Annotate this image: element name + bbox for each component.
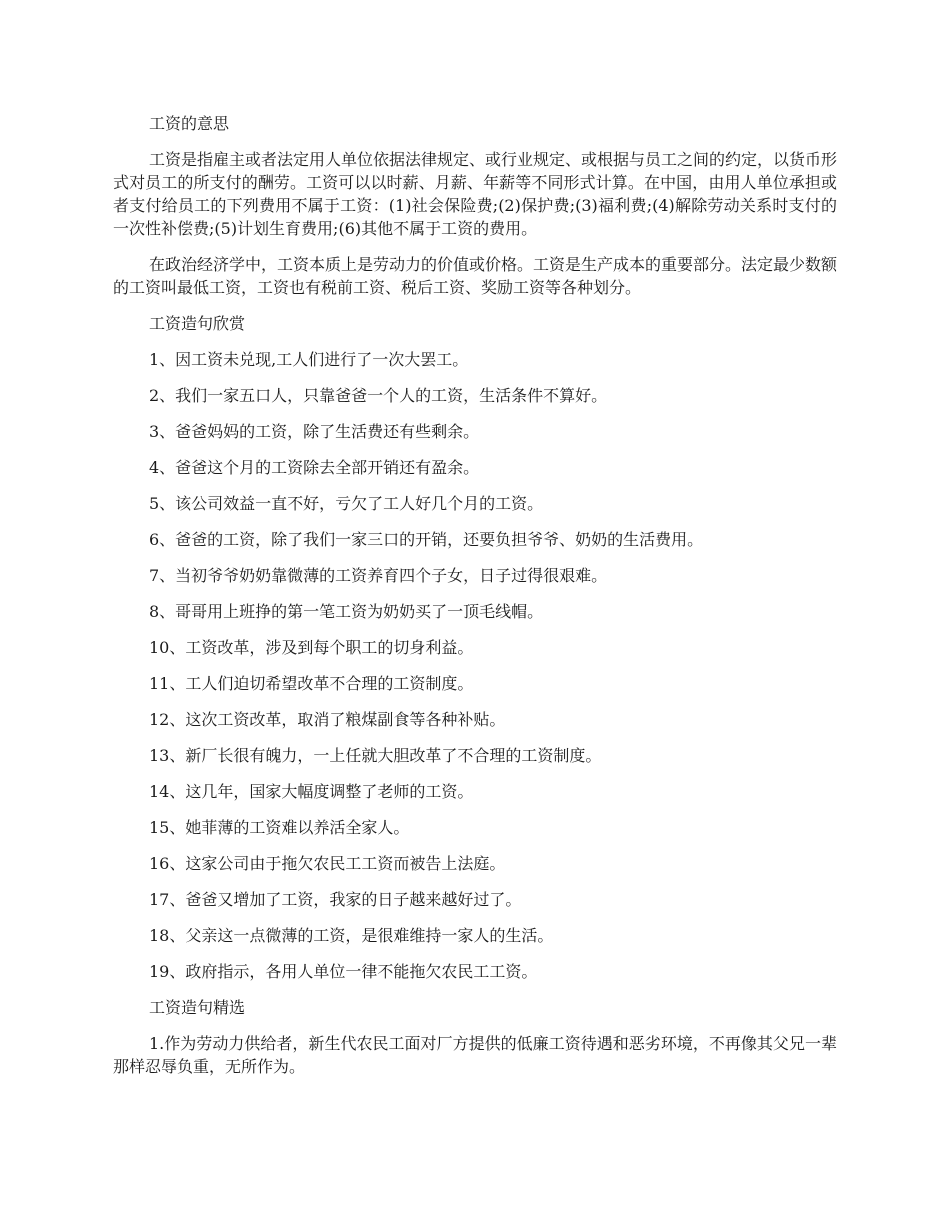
section-heading: 工资造句欣赏 — [149, 314, 246, 333]
section-meaning — [113, 112, 837, 299]
example-sentence: 7、当初爷爷奶奶靠微薄的工资养育四个子女，日子过得很艰难。 — [149, 566, 608, 585]
paragraph: 工资是指雇主或者法定用人单位依据法律规定、或行业规定、或根据与员工之间的约定，以货币形式对员工的所支付的酬劳。工资可以以时薪、月薪、年薪等不同形式计算。在中国，由用人单位承担或者支付给员工的下列费用不属于工资：(1)社会保险费;(2)保护费;(3)福利费;(4)解除劳动关系时支付的一次性补偿费;(5)计划生育费用;(6)其他不属于工资的费用。 — [113, 150, 838, 238]
paragraph: 在政治经济学中，工资本质上是劳动力的价值或价格。工资是生产成本的重要部分。法定最少数额的工资叫最低工资，工资也有税前工资、税后工资、奖励工资等各种划分。 — [113, 255, 838, 297]
example-sentence: 13、新厂长很有魄力，一上任就大胆改革了不合理的工资制度。 — [149, 746, 602, 765]
section-selected — [113, 996, 837, 1078]
example-sentence: 4、爸爸这个月的工资除去全部开销还有盈余。 — [149, 458, 480, 477]
example-sentence: 3、爸爸妈妈的工资，除了生活费还有些剩余。 — [149, 422, 480, 441]
example-sentence: 12、这次工资改革，取消了粮煤副食等各种补贴。 — [149, 710, 506, 729]
section-examples — [113, 312, 837, 983]
example-sentence: 8、哥哥用上班挣的第一笔工资为奶奶买了一顶毛线帽。 — [149, 602, 544, 621]
example-sentence: 1、因工资未兑现,工人们进行了一次大罢工。 — [149, 350, 469, 369]
example-sentence: 16、这家公司由于拖欠农民工工资而被告上法庭。 — [149, 854, 506, 873]
example-sentence: 10、工资改革，涉及到每个职工的切身利益。 — [149, 638, 474, 657]
example-sentence: 5、该公司效益一直不好，亏欠了工人好几个月的工资。 — [149, 494, 544, 513]
example-sentence: 15、她菲薄的工资难以养活全家人。 — [149, 818, 410, 837]
example-sentence: 6、爸爸的工资，除了我们一家三口的开销，还要负担爷爷、奶奶的生活费用。 — [149, 530, 704, 549]
example-sentence: 19、政府指示，各用人单位一律不能拖欠农民工工资。 — [149, 962, 538, 981]
example-sentence: 14、这几年，国家大幅度调整了老师的工资。 — [149, 782, 474, 801]
example-sentence: 1.作为劳动力供给者，新生代农民工面对厂方提供的低廉工资待遇和恶劣环境，不再像其父兄一辈那样忍辱负重，无所作为。 — [113, 1034, 837, 1076]
section-heading: 工资的意思 — [149, 114, 230, 133]
document-page — [113, 112, 837, 1091]
section-heading: 工资造句精选 — [149, 998, 246, 1017]
example-sentence: 17、爸爸又增加了工资，我家的日子越来越好过了。 — [149, 890, 522, 909]
example-sentence: 2、我们一家五口人，只靠爸爸一个人的工资，生活条件不算好。 — [149, 386, 608, 405]
example-sentence: 18、父亲这一点微薄的工资，是很难维持一家人的生活。 — [149, 926, 554, 945]
example-sentence: 11、工人们迫切希望改革不合理的工资制度。 — [149, 674, 474, 693]
